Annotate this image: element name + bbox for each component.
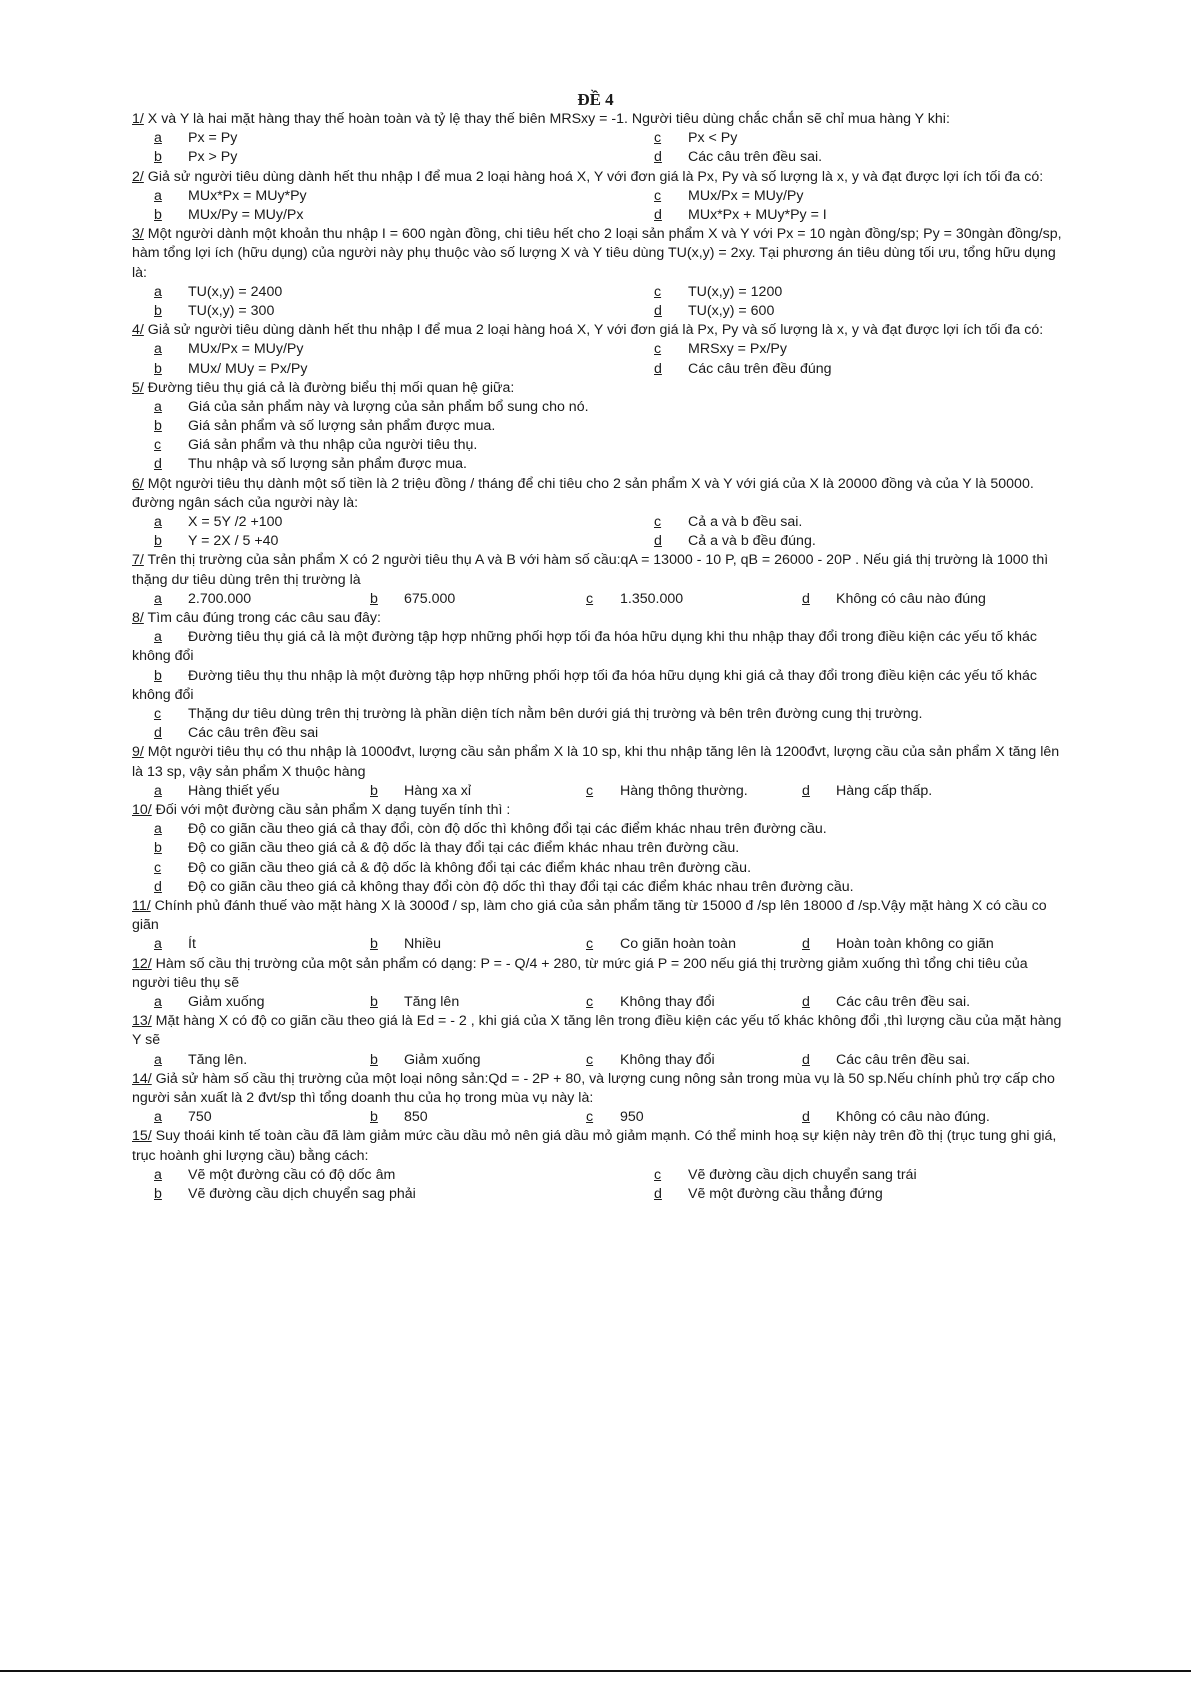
option-letter: b (154, 533, 162, 550)
option-a[interactable] (132, 1108, 348, 1127)
option-text: Vẽ một đường cầu có độ dốc âm (188, 1166, 396, 1183)
option-text: Độ co giãn cầu theo giá cả & độ dốc là không đổi tại các điểm khác nhau trên đường cầu. (188, 859, 752, 876)
option-letter: c (654, 130, 662, 147)
option-letter: b (154, 360, 162, 377)
option-text: Giá sản phẩm và thu nhập của người tiêu thụ. (188, 437, 478, 454)
option-c[interactable] (564, 935, 780, 954)
option-letter: a (154, 514, 162, 531)
options-row (132, 993, 1068, 1012)
option-text: Nhiều (404, 936, 442, 953)
option-letter: b (370, 993, 378, 1010)
option-c[interactable] (564, 993, 780, 1012)
option-b[interactable] (348, 782, 564, 801)
question-7 (132, 551, 1068, 609)
option-c[interactable] (564, 782, 780, 801)
option-text: MUx/ MUy = Px/Py (188, 360, 308, 377)
option-letter: b (154, 418, 162, 435)
option-b[interactable] (348, 1051, 564, 1070)
options-row (132, 532, 1068, 551)
option-a[interactable] (132, 935, 348, 954)
option-letter: b (154, 302, 162, 319)
option-letter: d (654, 302, 662, 319)
option-text: Không thay đổi (620, 993, 715, 1010)
question-text: 2/ Giả sử người tiêu dùng dành hết thu nhập I để mua 2 loại hàng hoá X, Y với đơn giá là Px, Py và số lượng là x, y và đạt được lợi ích tối đa có: (132, 168, 1044, 185)
option-a[interactable] (132, 782, 348, 801)
option-text: Tăng lên. (188, 1051, 248, 1068)
option-text: TU(x,y) = 1200 (688, 283, 783, 300)
option-c[interactable] (632, 283, 782, 302)
option-c[interactable] (132, 436, 1068, 455)
option-text: Px < Py (688, 130, 738, 147)
option-letter: a (154, 993, 162, 1010)
option-text: MUx*Px + MUy*Py = I (688, 206, 827, 223)
option-text: MUx/Px = MUy/Py (188, 341, 304, 358)
option-b[interactable] (132, 360, 632, 379)
options-row (132, 302, 1068, 321)
option-a[interactable] (132, 398, 1068, 417)
question-4 (132, 321, 1068, 379)
option-letter: c (586, 590, 594, 607)
options-row (132, 590, 1068, 609)
option-b[interactable] (348, 1108, 564, 1127)
question-number: 10/ (132, 802, 152, 819)
option-letter: c (654, 514, 662, 531)
option-d[interactable] (780, 1051, 970, 1070)
option-letter: c (586, 1051, 594, 1068)
question-text: 6/ Một người tiêu thụ dành một số tiền là 2 triệu đồng / tháng để chi tiêu cho 2 sản phẩm X và Y với giá của X là 20000 đồng và của Y là 50000. đường ngân sách của người này là: (132, 475, 1034, 511)
question-text: 3/ Một người dành một khoản thu nhập I = 600 ngàn đồng, chi tiêu hết cho 2 loại sản phẩm X và Y với Px = 10 ngàn đồng/sp; Py = 30ngàn đồng/sp, hàm tổng lợi ích (hữu dụng) của người này phụ thuộc vào số lượng X và Y tiêu dùng TU(x,y) = 2xy. Tại phương án tiêu dùng tối ưu, tổng hữu dụng là: (132, 226, 1062, 281)
question-number: 8/ (132, 610, 144, 627)
option-d[interactable] (780, 1108, 990, 1127)
option-text: MUx/Px = MUy/Py (688, 187, 804, 204)
option-d[interactable] (632, 360, 832, 379)
option-text: Tăng lên (404, 993, 460, 1010)
option-a[interactable] (132, 820, 1068, 839)
option-letter: d (154, 725, 162, 742)
question-number: 14/ (132, 1070, 152, 1087)
option-c[interactable] (132, 705, 1068, 724)
option-letter: b (154, 1185, 162, 1202)
option-a[interactable] (132, 129, 632, 148)
question-number: 6/ (132, 475, 144, 492)
option-letter: c (654, 1166, 662, 1183)
question-text: 9/ Một người tiêu thụ có thu nhập là 1000đvt, lượng cầu sản phẩm X là 10 sp, khi thu nhập tăng lên là 1200đvt, lượng cầu của sản phẩm X tăng lên là 13 sp, vậy sản phẩm X thuộc hàng (132, 744, 1060, 780)
question-1 (132, 110, 1068, 168)
option-text: MRSxy = Px/Py (688, 341, 787, 358)
option-letter: a (154, 590, 162, 607)
option-text: Vẽ một đường cầu thẳng đứng (688, 1185, 883, 1202)
option-letter: d (802, 936, 810, 953)
option-d[interactable] (780, 993, 970, 1012)
option-b[interactable] (348, 935, 564, 954)
option-text: 2.700.000 (188, 590, 252, 607)
option-text: Không có câu nào đúng. (836, 1109, 990, 1126)
option-a[interactable] (132, 513, 632, 532)
option-text: Hàng xa xỉ (404, 782, 472, 799)
question-number: 1/ (132, 111, 144, 127)
option-letter: a (154, 629, 162, 646)
option-text: Các câu trên đều sai. (836, 1051, 971, 1068)
option-c[interactable] (632, 187, 803, 206)
question-14 (132, 1070, 1068, 1128)
option-text: Y = 2X / 5 +40 (188, 533, 279, 550)
option-a[interactable] (132, 628, 1068, 666)
question-11 (132, 897, 1068, 955)
option-text: Hàng thông thường. (620, 782, 748, 799)
option-letter: d (802, 1109, 810, 1126)
option-letter: b (370, 936, 378, 953)
option-b[interactable] (348, 993, 564, 1012)
question-number: 11/ (132, 897, 151, 914)
option-letter: c (586, 936, 594, 953)
option-letter: b (154, 206, 162, 223)
option-d[interactable] (132, 878, 1068, 897)
question-9 (132, 743, 1068, 801)
option-text: Không có câu nào đúng (836, 590, 986, 607)
option-text: 950 (620, 1109, 644, 1126)
option-d[interactable] (780, 782, 932, 801)
option-letter: a (154, 821, 162, 838)
question-text: 4/ Giả sử người tiêu dùng dành hết thu nhập I để mua 2 loại hàng hoá X, Y với đơn giá là Px, Py và số lượng là x, y và đạt được lợi ích tối đa có: (132, 322, 1044, 339)
option-b[interactable] (348, 590, 564, 609)
option-text: Cả a và b đều sai. (688, 514, 803, 531)
option-letter: a (154, 398, 162, 415)
option-text: Các câu trên đều sai. (836, 993, 971, 1010)
option-letter: a (154, 1109, 162, 1126)
option-letter: c (654, 283, 662, 300)
option-letter: d (654, 206, 662, 223)
option-text: Độ co giãn cầu theo giá cả thay đổi, còn độ dốc thì không đổi tại các điểm khác nhau trên đường cầu. (188, 821, 827, 838)
option-d[interactable] (132, 724, 1068, 743)
option-d[interactable] (632, 148, 822, 167)
option-text: MUx/Py = MUy/Px (188, 206, 304, 223)
option-letter: c (586, 993, 594, 1010)
option-text: Cả a và b đều đúng. (688, 533, 816, 550)
option-letter: a (154, 936, 162, 953)
option-text: Đường tiêu thụ giá cả là một đường tập hợp những phối hợp tối đa hóa hữu dụng khi thu nhập thay đổi trong điều kiện các yếu tố khác không đổi (132, 629, 1037, 665)
option-letter: a (154, 782, 162, 799)
question-number: 5/ (132, 379, 144, 396)
options-row (132, 360, 1068, 379)
question-text: 7/ Trên thị trường của sản phẩm X có 2 người tiêu thụ A và B với hàm số cầu:qA = 13000 - 10 P, qB = 26000 - 20P . Nếu giá thị trường là 1000 thì thặng dư tiêu dùng trên thị trường là (132, 552, 1049, 588)
option-letter: b (370, 782, 378, 799)
option-letter: d (154, 878, 162, 895)
question-number: 7/ (132, 552, 144, 569)
question-6 (132, 475, 1068, 552)
option-text: Các câu trên đều sai (188, 725, 319, 742)
options-row (132, 1051, 1068, 1070)
option-letter: c (154, 706, 162, 723)
option-d[interactable] (632, 1185, 883, 1204)
option-text: Không thay đổi (620, 1051, 715, 1068)
option-text: Hoàn toàn không co giãn (836, 936, 994, 953)
option-letter: d (802, 1051, 810, 1068)
question-text: 5/ Đường tiêu thụ giá cả là đường biểu thị mối quan hệ giữa: (132, 379, 515, 396)
option-text: Các câu trên đều đúng (688, 360, 832, 377)
option-d[interactable] (632, 532, 816, 551)
option-text: Thu nhập và số lượng sản phẩm được mua. (188, 456, 467, 473)
question-text: 10/ Đối với một đường cầu sản phẩm X dạng tuyến tính thì : (132, 802, 511, 819)
question-10 (132, 801, 1068, 897)
question-8 (132, 609, 1068, 743)
options-row (132, 340, 1068, 359)
option-a[interactable] (132, 993, 348, 1012)
option-letter: c (154, 437, 162, 454)
question-text: 12/ Hàm số cầu thị trường của một sản phẩm có dạng: P = - Q/4 + 280, từ mức giá P = 200 nếu giá thị trường giảm xuống thì tổng chi tiêu của người tiêu thụ sẽ (132, 955, 1028, 991)
option-letter: a (154, 1166, 162, 1183)
question-number: 3/ (132, 226, 144, 243)
option-text: Vẽ đường cầu dịch chuyển sag phải (188, 1185, 416, 1202)
question-2 (132, 168, 1068, 226)
options-row (132, 148, 1068, 167)
question-list (132, 110, 1068, 1204)
options-row (132, 782, 1068, 801)
option-letter: c (154, 859, 162, 876)
option-a[interactable] (132, 340, 632, 359)
option-c[interactable] (632, 129, 737, 148)
exam-title: ĐỀ 4 (577, 90, 614, 109)
option-c[interactable] (632, 513, 802, 532)
question-text: 13/ Mặt hàng X có độ co giãn cầu theo giá là Ed = - 2 , khi giá của X tăng lên trong điều kiện các yếu tố khác không đổi ,thì lượng cầu của mặt hàng Y sẽ (132, 1013, 1062, 1049)
option-letter: b (370, 590, 378, 607)
option-text: Px = Py (188, 130, 238, 147)
option-a[interactable] (132, 1051, 348, 1070)
option-letter: a (154, 341, 162, 358)
option-letter: a (154, 283, 162, 300)
option-text: 750 (188, 1109, 212, 1126)
option-letter: a (154, 187, 162, 204)
question-number: 4/ (132, 322, 144, 339)
question-5 (132, 379, 1068, 475)
option-text: Giảm xuống (404, 1051, 481, 1068)
option-b[interactable] (132, 417, 1068, 436)
option-text: Ít (188, 936, 196, 953)
options-row (132, 1166, 1068, 1185)
option-letter: d (654, 533, 662, 550)
option-text: Px > Py (188, 149, 238, 166)
options-row (132, 513, 1068, 532)
option-letter: c (654, 341, 662, 358)
option-c[interactable] (632, 1166, 917, 1185)
page-bottom-rule (0, 1670, 1191, 1672)
question-13 (132, 1012, 1068, 1070)
option-letter: b (154, 840, 162, 857)
option-text: Co giãn hoàn toàn (620, 936, 736, 953)
option-text: Hàng cấp thấp. (836, 782, 933, 799)
option-b[interactable] (132, 532, 632, 551)
option-text: TU(x,y) = 2400 (188, 283, 283, 300)
options-row (132, 1108, 1068, 1127)
option-text: Các câu trên đều sai. (688, 149, 823, 166)
option-text: Giảm xuống (188, 993, 265, 1010)
option-letter: a (154, 1051, 162, 1068)
option-b[interactable] (132, 148, 632, 167)
option-letter: d (802, 590, 810, 607)
option-b[interactable] (132, 839, 1068, 858)
option-letter: b (370, 1051, 378, 1068)
option-text: Đường tiêu thụ thu nhập là một đường tập hợp những phối hợp tối đa hóa hữu dụng khi giá cả thay đổi trong điều kiện các yếu tố khác không đổi (132, 667, 1037, 703)
option-text: TU(x,y) = 600 (688, 302, 775, 319)
option-letter: d (154, 456, 162, 473)
option-letter: a (154, 130, 162, 147)
option-a[interactable] (132, 187, 632, 206)
option-d[interactable] (780, 590, 986, 609)
option-text: Độ co giãn cầu theo giá cả không thay đổi còn độ dốc thì thay đổi tại các điểm khác nhau trên đường cầu. (188, 878, 854, 895)
option-d[interactable] (132, 455, 1068, 474)
option-text: Thặng dư tiêu dùng trên thị trường là phần diện tích nằm bên dưới giá thị trường và bên trên đường cung thị trường. (188, 706, 923, 723)
options-row (132, 187, 1068, 206)
question-12 (132, 955, 1068, 1013)
option-c[interactable] (132, 859, 1068, 878)
option-text: Hàng thiết yếu (188, 782, 280, 799)
option-c[interactable] (564, 1051, 780, 1070)
option-letter: d (802, 782, 810, 799)
option-letter: b (154, 667, 162, 684)
option-text: 1.350.000 (620, 590, 684, 607)
option-text: 850 (404, 1109, 428, 1126)
option-b[interactable] (132, 302, 632, 321)
option-text: Độ co giãn cầu theo giá cả & độ dốc là thay đổi tại các điểm khác nhau trên đường cầu. (188, 840, 740, 857)
option-text: Giá của sản phẩm này và lượng của sản phẩm bổ sung cho nó. (188, 398, 589, 415)
option-d[interactable] (632, 302, 774, 321)
option-b[interactable] (132, 206, 632, 225)
question-number: 9/ (132, 744, 144, 761)
option-letter: c (586, 1109, 594, 1126)
option-letter: d (654, 360, 662, 377)
option-b[interactable] (132, 667, 1068, 705)
option-text: MUx*Px = MUy*Py (188, 187, 307, 204)
option-letter: b (370, 1109, 378, 1126)
question-text: 15/ Suy thoái kinh tế toàn cầu đã làm giảm mức cầu dầu mỏ nên giá dầu mỏ giảm mạnh. Có thể minh hoạ sự kiện này trên đồ thị (trục tung ghi giá, trục hoành ghi lượng cầu) bằng cách: (132, 1128, 1057, 1164)
option-letter: b (154, 149, 162, 166)
option-letter: d (654, 1185, 662, 1202)
option-c[interactable] (632, 340, 787, 359)
option-a[interactable] (132, 590, 348, 609)
option-letter: d (654, 149, 662, 166)
question-text: 1/ X và Y là hai mặt hàng thay thế hoàn toàn và tỷ lệ thay thế biên MRSxy = -1. Người tiêu dùng chắc chắn sẽ chỉ mua hàng Y khi: (132, 111, 950, 127)
option-letter: d (802, 993, 810, 1010)
option-text: Giá sản phẩm và số lượng sản phẩm được mua. (188, 418, 496, 435)
option-d[interactable] (780, 935, 994, 954)
question-3 (132, 225, 1068, 321)
options-row (132, 206, 1068, 225)
question-number: 13/ (132, 1013, 152, 1030)
options-row (132, 935, 1068, 954)
option-c[interactable] (564, 1108, 780, 1127)
option-text: 675.000 (404, 590, 456, 607)
question-15 (132, 1127, 1068, 1204)
question-number: 2/ (132, 168, 144, 185)
option-text: X = 5Y /2 +100 (188, 514, 283, 531)
option-text: Vẽ đường cầu dịch chuyển sang trái (688, 1166, 917, 1183)
question-number: 15/ (132, 1128, 152, 1145)
option-a[interactable] (132, 283, 632, 302)
options-row (132, 129, 1068, 148)
option-letter: c (586, 782, 594, 799)
options-row (132, 283, 1068, 302)
question-number: 12/ (132, 955, 152, 972)
question-text: 14/ Giả sử hàm số cầu thị trường của một loại nông sản:Qd = - 2P + 80, và lượng cung nông sản trong mùa vụ là 50 sp.Nếu chính phủ trợ cấp cho người sản xuất là 2 đvt/sp thì tổng doanh thu của họ trong mùa vụ này là: (132, 1070, 1055, 1106)
options-row (132, 1185, 1068, 1204)
option-a[interactable] (132, 1166, 632, 1185)
question-text: 8/ Tìm câu đúng trong các câu sau đây: (132, 610, 381, 627)
option-text: TU(x,y) = 300 (188, 302, 275, 319)
option-c[interactable] (564, 590, 780, 609)
option-d[interactable] (632, 206, 827, 225)
option-b[interactable] (132, 1185, 632, 1204)
option-letter: c (654, 187, 662, 204)
question-text: 11/ Chính phủ đánh thuế vào mặt hàng X là 3000đ / sp, làm cho giá của sản phẩm tăng từ 15000 đ /sp lên 18000 đ /sp.Vậy mặt hàng X có cầu co giãn (132, 897, 1047, 934)
